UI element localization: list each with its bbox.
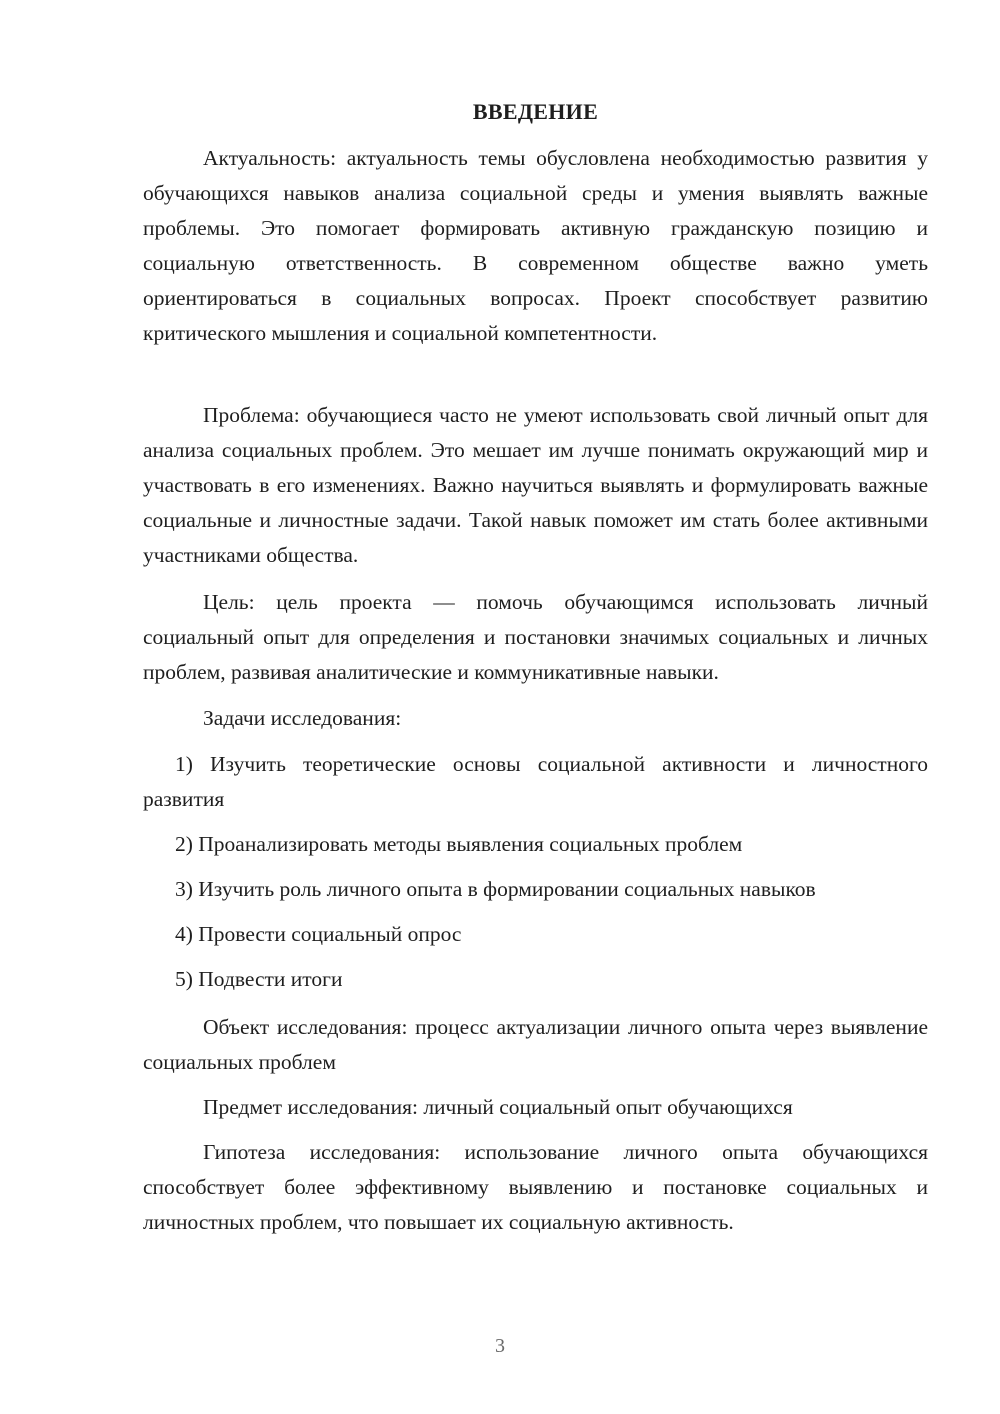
paragraph-goal: Цель: цель проекта — помочь обучающимся использовать личный социальный опыт для определения и постановки значимых социальных и личных проблем, развивая аналитические и коммуникативные навыки. xyxy=(143,590,928,684)
task-item-3: 3) Изучить роль личного опыта в формировании социальных навыков xyxy=(175,877,816,901)
paragraph-hypothesis: Гипотеза исследования: использование личного опыта обучающихся способствует более эффективному выявлению и постановке социальных и личностных проблем, что повышает их социальную активность. xyxy=(143,1140,928,1234)
paragraph-relevance: Актуальность: актуальность темы обусловлена необходимостью развития у обучающихся навыков анализа социальной среды и умения выявлять важные проблемы. Это помогает формировать активную гражданскую позицию и социальную ответственность. В современном обществе важно уметь ориентироваться в социальных вопросах. Проект способствует развитию критического мышления и социальной компетентности. xyxy=(143,146,928,345)
page-number: 3 xyxy=(495,1335,505,1357)
task-item-1: 1) Изучить теоретические основы социальной активности и личностного развития xyxy=(143,752,928,811)
tasks-heading: Задачи исследования: xyxy=(203,706,402,730)
paragraph-subject: Предмет исследования: личный социальный опыт обучающихся xyxy=(203,1095,793,1119)
task-item-5: 5) Подвести итоги xyxy=(175,967,343,991)
paragraph-object: Объект исследования: процесс актуализации личного опыта через выявление социальных проблем xyxy=(143,1015,928,1074)
paragraph-problem: Проблема: обучающиеся часто не умеют использовать свой личный опыт для анализа социальных проблем. Это мешает им лучше понимать окружающий мир и участвовать в его изменениях. Важно научиться выявлять и формулировать важные социальные и личностные задачи. Такой навык поможет им стать более активными участниками общества. xyxy=(143,403,928,567)
page-title: ВВЕДЕНИЕ xyxy=(472,99,599,124)
task-item-4: 4) Провести социальный опрос xyxy=(175,922,462,946)
task-item-2: 2) Проанализировать методы выявления социальных проблем xyxy=(175,832,743,856)
